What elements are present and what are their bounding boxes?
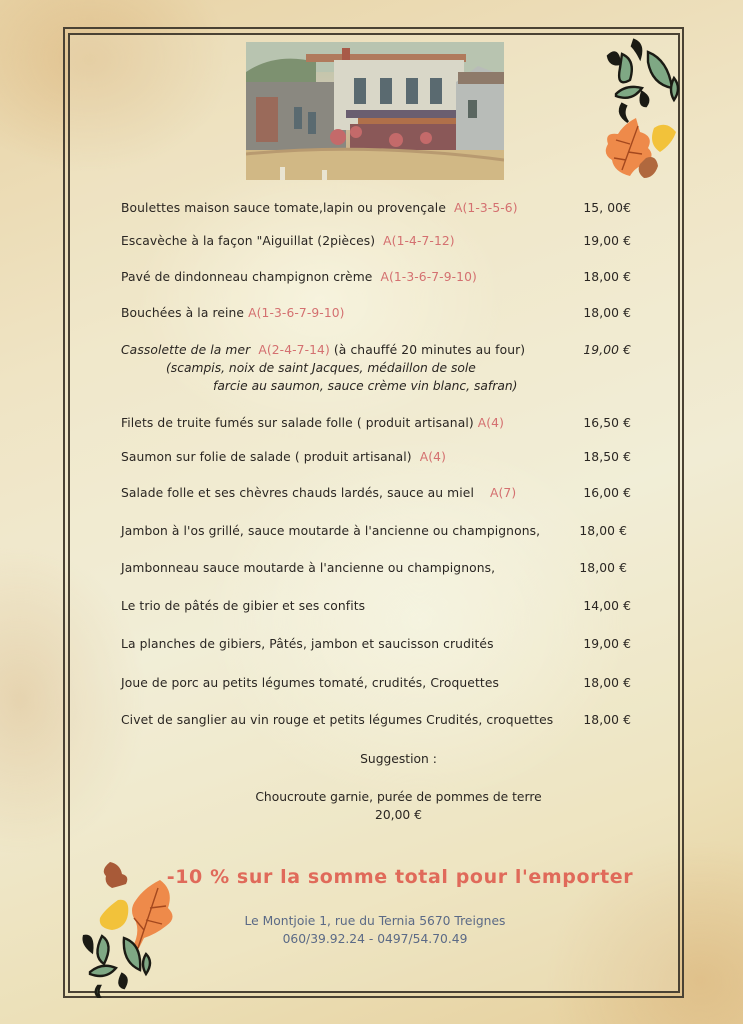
suggestion-label: Suggestion :: [360, 752, 437, 766]
suggestion-price: 20,00 €: [375, 808, 422, 822]
dish-price: 18,00 €: [583, 270, 631, 284]
dish-name: Bouchées à la reine: [121, 306, 245, 320]
dish-price: 15, 00€: [583, 201, 631, 215]
dish-note: (à chauffé 20 minutes au four): [333, 343, 526, 357]
restaurant-phones: 060/39.92.24 - 0497/54.70.49: [282, 932, 468, 946]
allergen-codes: A(1-3-5-6): [454, 201, 518, 215]
allergen-codes: A(2-4-7-14): [258, 343, 330, 357]
dish-description: (scampis, noix de saint Jacques, médaillon de sole: [166, 361, 476, 375]
allergen-codes: A(4): [477, 416, 504, 430]
restaurant-painting: [246, 42, 504, 180]
dish-price: 18,00 €: [583, 713, 631, 727]
dish-name: Joue de porc au petits légumes tomaté, crudités, Croquettes: [121, 676, 499, 690]
dish-price: 19,00 €: [583, 343, 631, 357]
dish-name: Jambonneau sauce moutarde à l'ancienne ou champignons,: [121, 561, 496, 575]
dish-price: 19,00 €: [583, 234, 631, 248]
dish-name: Filets de truite fumés sur salade folle ( produit artisanal): [121, 416, 474, 430]
dish-price: 19,00 €: [583, 637, 631, 651]
dish-name: La planches de gibiers, Pâtés, jambon et saucisson crudités: [121, 637, 494, 651]
dish-name: Saumon sur folie de salade ( produit artisanal): [121, 450, 412, 464]
dish-name: Boulettes maison sauce tomate,lapin ou provençale: [121, 201, 446, 215]
takeaway-discount-banner: -10 % sur la somme total pour l'emporter: [166, 866, 634, 888]
dish-description: farcie au saumon, sauce crème vin blanc, safran): [213, 379, 518, 393]
dish-price: 16,00 €: [583, 486, 631, 500]
allergen-codes: A(7): [490, 486, 517, 500]
dish-price: 18,00 €: [583, 676, 631, 690]
dish-name: Escavèche à la façon "Aiguillat (2pièces): [121, 234, 376, 248]
allergen-codes: A(1-4-7-12): [383, 234, 455, 248]
allergen-codes: A(1-3-6-7-9-10): [380, 270, 477, 284]
dish-name: Pavé de dindonneau champignon crème: [121, 270, 373, 284]
suggestion-dish: Choucroute garnie, purée de pommes de terre: [255, 790, 542, 804]
autumn-leaves-icon: [596, 36, 686, 186]
dish-price: 18,00 €: [579, 561, 627, 575]
dish-price: 18,00 €: [579, 524, 627, 538]
dish-name: Salade folle et ses chèvres chauds lardés, sauce au miel: [121, 486, 474, 500]
dish-price: 14,00 €: [583, 599, 631, 613]
dish-name: Cassolette de la mer: [121, 343, 251, 357]
dish-price: 18,00 €: [583, 306, 631, 320]
dish-price: 18,50 €: [583, 450, 631, 464]
restaurant-address: Le Montjoie 1, rue du Ternia 5670 Treignes: [244, 914, 506, 928]
dish-price: 16,50 €: [583, 416, 631, 430]
dish-name: Jambon à l'os grillé, sauce moutarde à l'ancienne ou champignons,: [121, 524, 541, 538]
dish-name: Le trio de pâtés de gibier et ses confits: [121, 599, 366, 613]
dish-name: Civet de sanglier au vin rouge et petits légumes Crudités, croquettes: [121, 713, 554, 727]
allergen-codes: A(4): [419, 450, 446, 464]
allergen-codes: A(1-3-6-7-9-10): [248, 306, 345, 320]
